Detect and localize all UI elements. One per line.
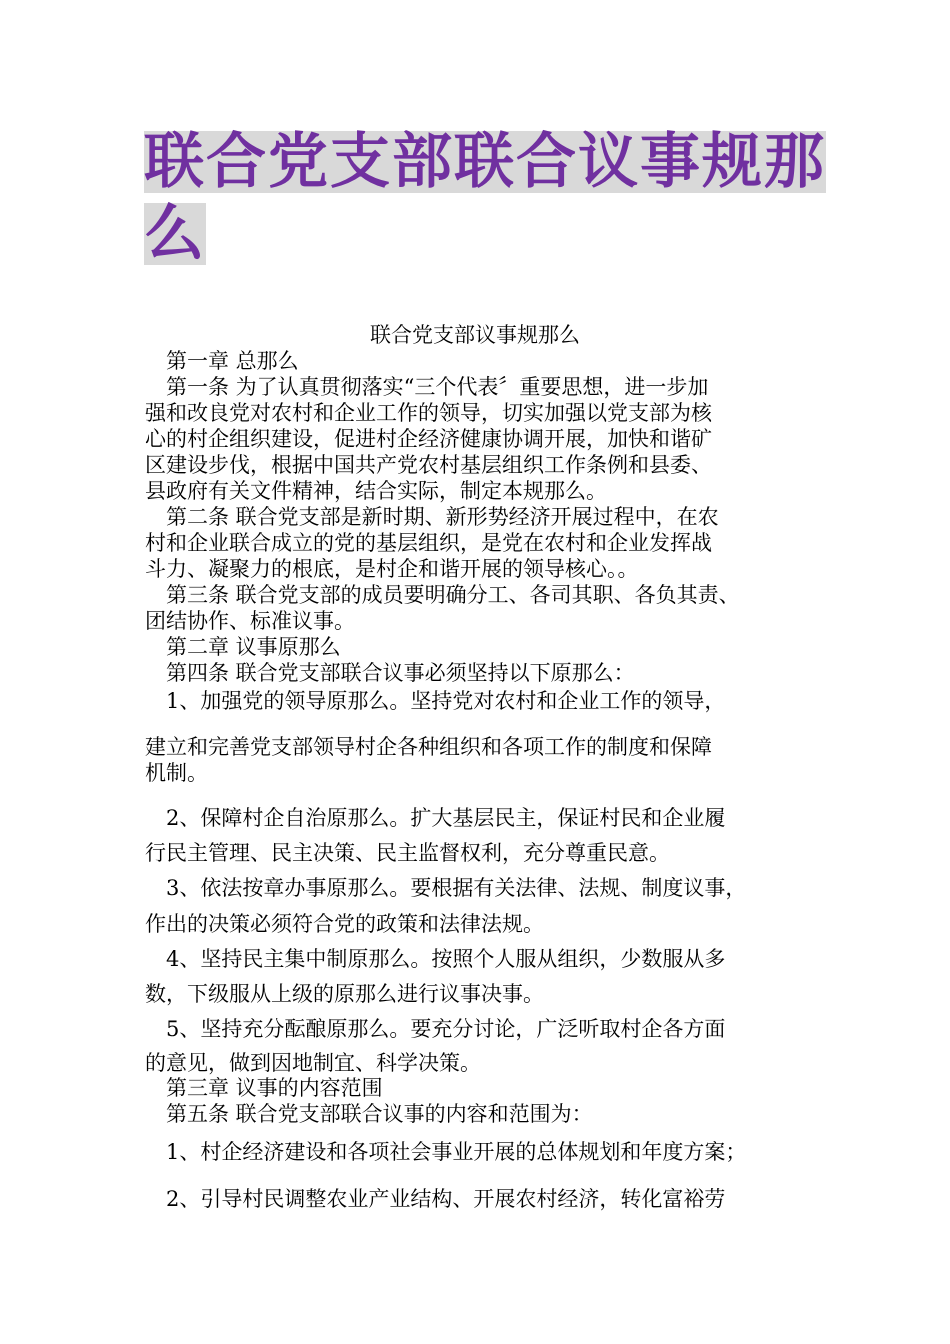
chapter-heading: 第二章 议事原那么 <box>145 635 341 659</box>
article-line: 第四条 联合党支部联合议事必须坚持以下原那么： <box>145 661 635 685</box>
scope-item: 2、引导村民调整农业产业结构、开展农村经济，转化富裕劳 <box>145 1187 726 1211</box>
article-line: 第五条 联合党支部联合议事的内容和范围为： <box>145 1102 593 1126</box>
article-line: 区建设步伐，根据中国共产党农村基层组织工作条例和县委、 <box>145 453 712 477</box>
principle-line: 行民主管理、民主决策、民主监督权利，充分尊重民意。 <box>145 841 670 865</box>
chapter-heading: 第三章 议事的内容范围 <box>145 1076 383 1100</box>
article-line: 团结协作、标准议事。 <box>145 609 355 633</box>
principle-line: 作出的决策必须符合党的政策和法律法规。 <box>145 912 544 936</box>
principle-line: 2、保障村企自治原那么。扩大基层民主，保证村民和企业履 <box>145 806 726 830</box>
article-line: 第三条 联合党支部的成员要明确分工、各司其职、各负其责、 <box>145 583 740 607</box>
principle-line: 数，下级服从上级的原那么进行议事决事。 <box>145 982 544 1006</box>
article-line: 斗力、凝聚力的根底，是村企和谐开展的领导核心。。 <box>145 557 639 581</box>
principle-line: 4、坚持民主集中制原那么。按照个人服从组织，少数服从多 <box>145 947 726 971</box>
article-line: 村和企业联合成立的党的基层组织，是党在农村和企业发挥战 <box>145 531 712 555</box>
article-line: 第一条 为了认真贯彻落实“三个代表〞重要思想，进一步加 <box>145 375 709 399</box>
article-line: 县政府有关文件精神，结合实际，制定本规那么。 <box>145 479 607 503</box>
article-line: 心的村企组织建设，促进村企经济健康协调开展，加快和谐矿 <box>145 427 712 451</box>
principle-line: 3、依法按章办事原那么。要根据有关法律、法规、制度议事， <box>145 876 747 900</box>
title-line-1: 联合党支部联合议事规那 <box>144 127 826 197</box>
chapter-heading: 第一章 总那么 <box>145 349 299 373</box>
title-line-2: 么 <box>144 199 206 269</box>
principle-line: 机制。 <box>145 761 208 785</box>
principle-line: 1、加强党的领导原那么。坚持党对农村和企业工作的领导， <box>145 689 726 713</box>
principle-line: 建立和完善党支部领导村企各种组织和各项工作的制度和保障 <box>145 735 712 759</box>
document-title <box>144 127 826 269</box>
principle-line: 5、坚持充分酝酿原那么。要充分讨论，广泛听取村企各方面 <box>145 1017 726 1041</box>
article-line: 强和改良党对农村和企业工作的领导，切实加强以党支部为核 <box>145 401 712 425</box>
document-subtitle: 联合党支部议事规那么 <box>370 323 580 347</box>
principle-line: 的意见，做到因地制宜、科学决策。 <box>145 1051 481 1075</box>
scope-item: 1、村企经济建设和各项社会事业开展的总体规划和年度方案； <box>145 1140 747 1164</box>
article-line: 第二条 联合党支部是新时期、新形势经济开展过程中，在农 <box>145 505 719 529</box>
